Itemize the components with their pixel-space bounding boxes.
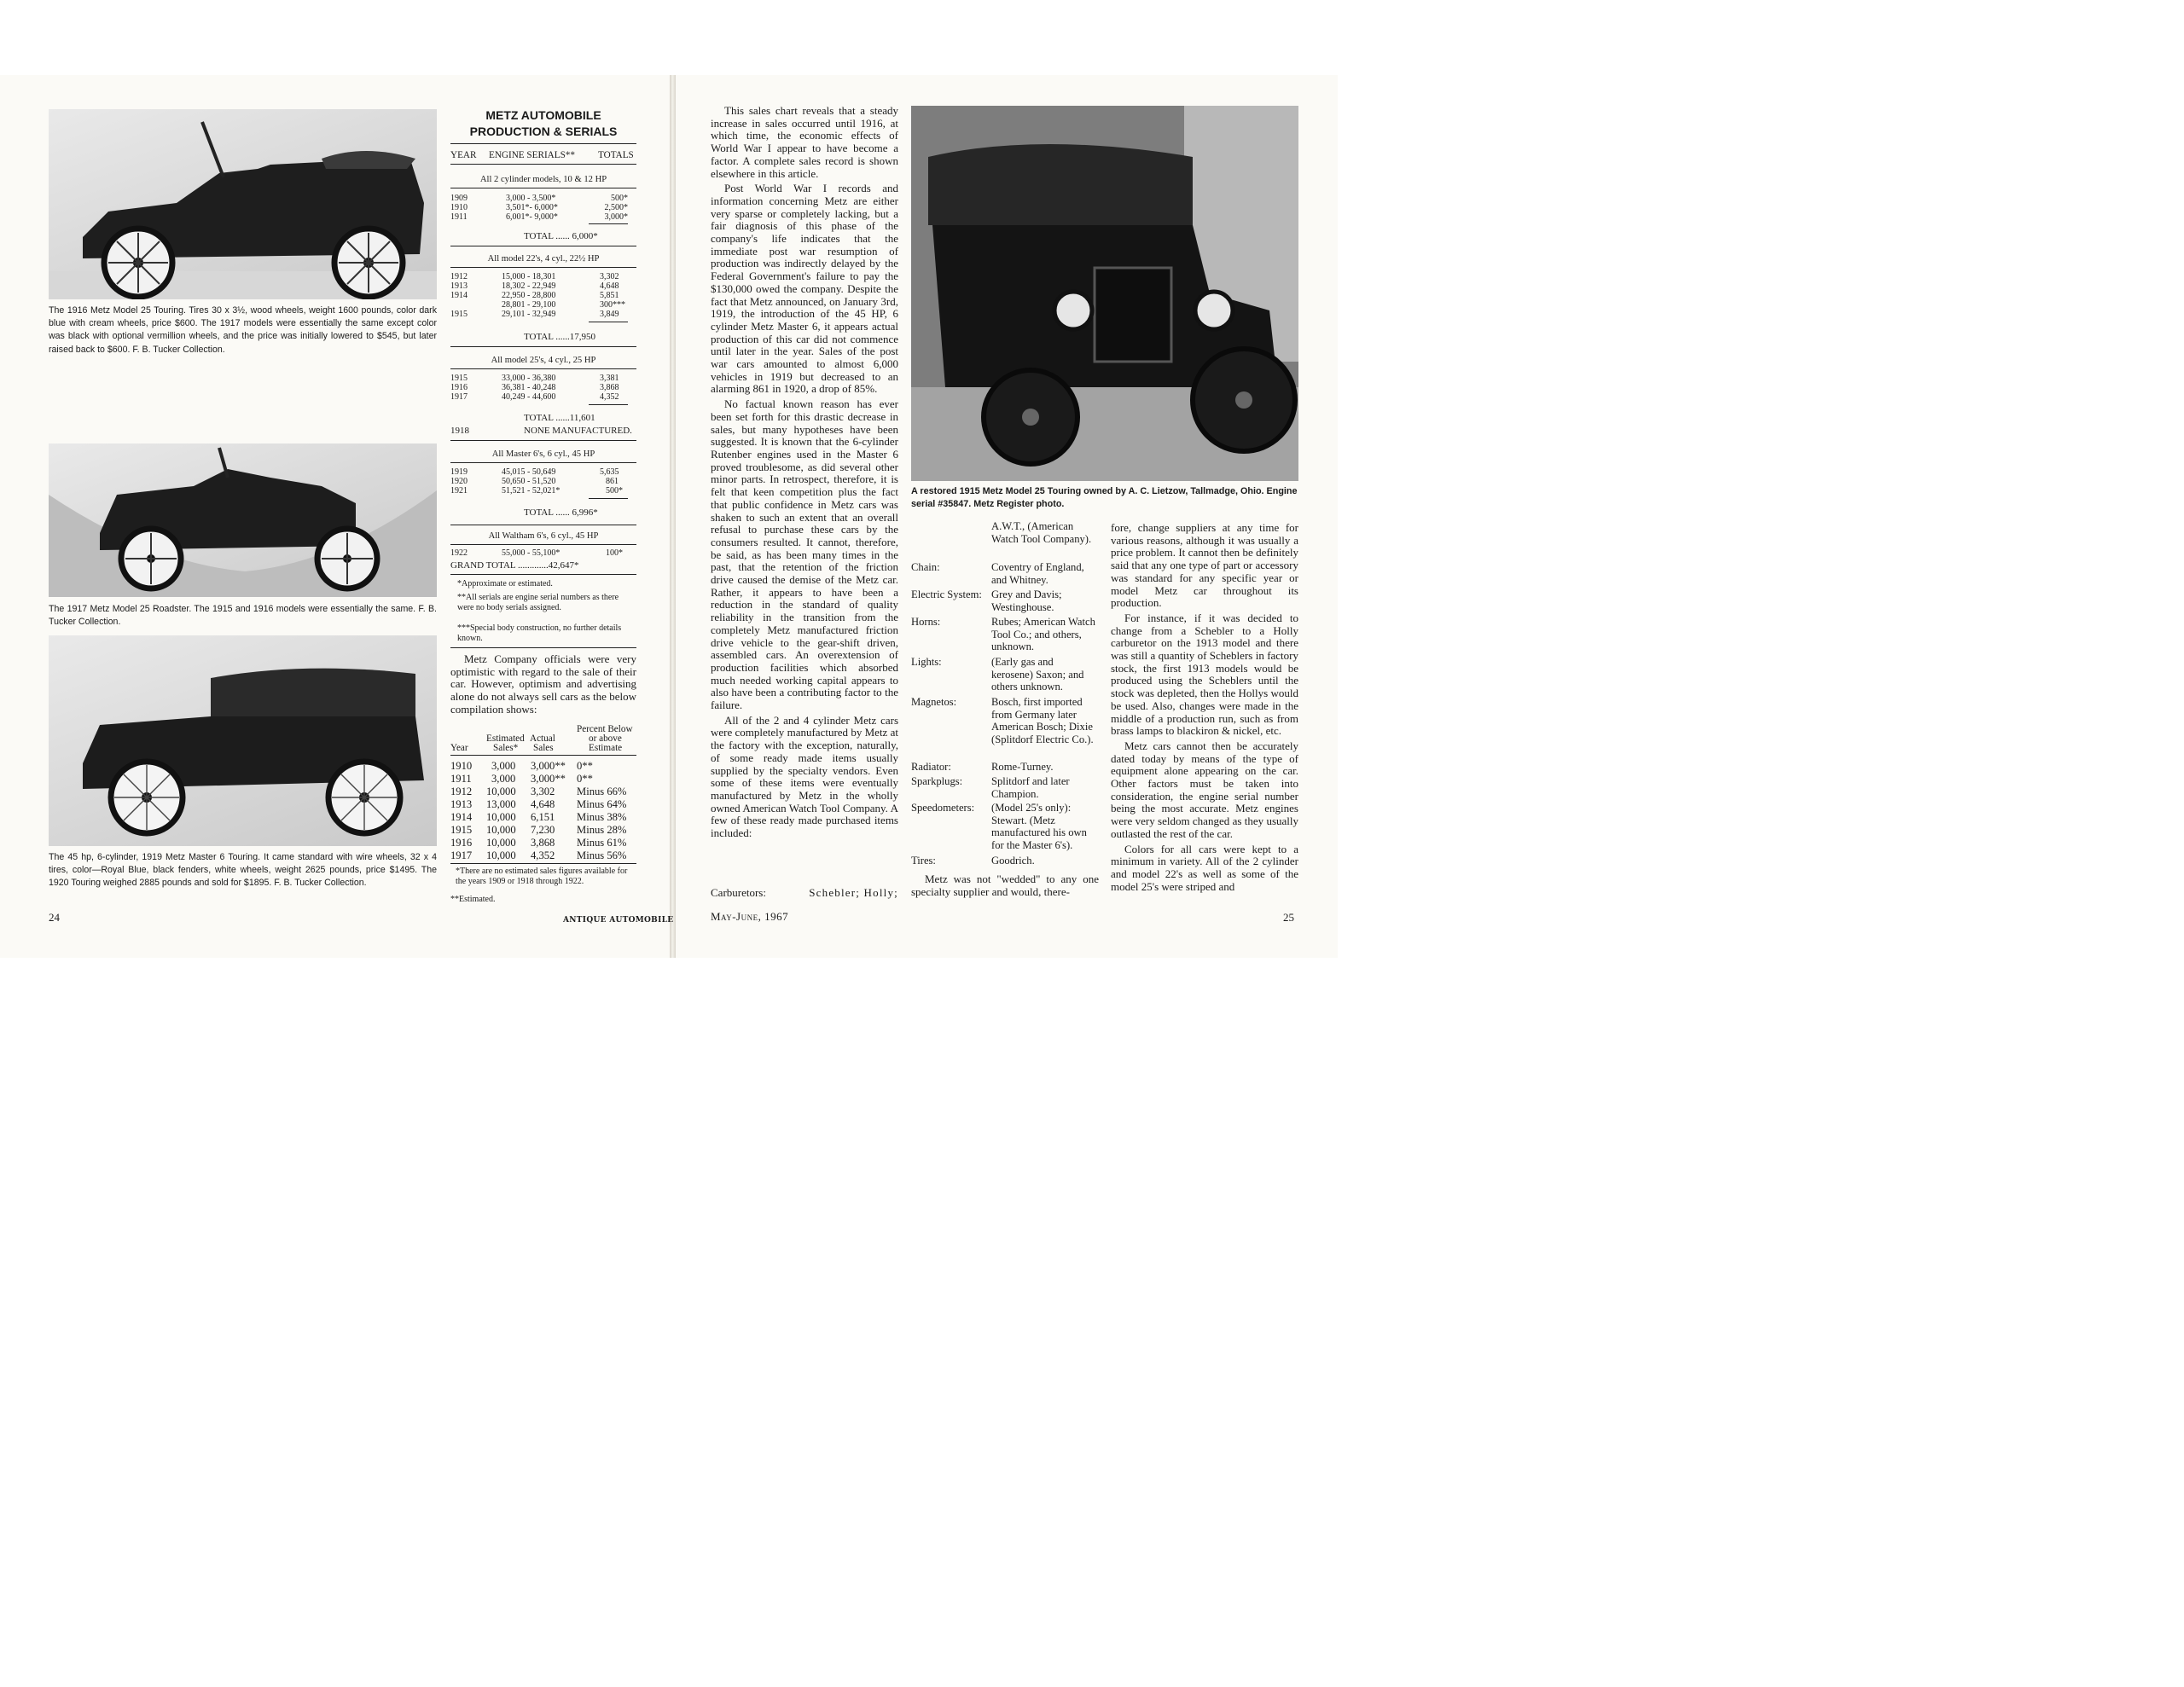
row-serial: 36,381 - 40,248 (502, 383, 556, 392)
restored-touring-illustration (911, 106, 1298, 481)
sales-estimated: 10,000 (486, 837, 516, 849)
paragraph: fore, change suppliers at any time for various reasons, although it was usually a price problem. It cannot then be definitely said that any one type of part or accessory was standard for any specific year or model Metz car throughout its production. (1111, 521, 1298, 610)
right-column-3 (1111, 522, 1298, 893)
supplier-label: Radiator: (911, 761, 951, 773)
row-total: 4,352 (600, 392, 619, 402)
table-rule (450, 143, 636, 144)
production-title-line2: PRODUCTION & SERIALS (469, 125, 618, 138)
sales-header-year: Year (450, 743, 468, 753)
sales-estimated: 3,000 (491, 773, 516, 785)
table-rule (589, 404, 628, 405)
suppliers-closing (911, 873, 1099, 898)
col-header-totals: TOTALS (598, 150, 634, 160)
table-rule (450, 440, 636, 441)
paragraph: For instance, if it was decided to change from a Schebler to a Holly carburetor on the 1913 model and there was still a quantity of Scheblers in factory stock, the first 1913 models would be produced using the Scheblers until the stock was depleted, then the Hollys would be used. Also, changes were made in the middle of a production run, such as from brass lamps to blackiron & nickel, etc. (1111, 611, 1298, 738)
supplier-value: Grey and Davis; Westinghouse. (991, 588, 1062, 613)
table-rule (450, 368, 636, 369)
sales-actual: 4,352 (531, 849, 555, 861)
row-total: 5,851 (600, 291, 619, 300)
grand-total: GRAND TOTAL .............42,647* (450, 560, 579, 571)
sales-actual: 3,302 (531, 786, 555, 797)
row-year: 1919 (450, 467, 468, 477)
row-year: 1922 (450, 548, 468, 558)
supplier-label: Electric System: (911, 588, 982, 600)
sales-header-percent-3: Estimate (589, 743, 623, 753)
row-total: 500* (606, 486, 623, 496)
row-serial: 50,650 - 51,520 (502, 477, 556, 486)
sales-header-actual-2: Sales (533, 743, 554, 753)
sales-year: 1912 (450, 786, 473, 797)
sales-percent: Minus 56% (577, 849, 627, 861)
sales-percent: Minus 38% (577, 811, 627, 823)
page-gutter (670, 75, 676, 958)
sales-year: 1917 (450, 849, 473, 861)
row-year: 1910 (450, 203, 468, 212)
row-year: 1915 (450, 374, 468, 383)
row-year: 1916 (450, 383, 468, 392)
row-year: 1911 (450, 212, 468, 222)
supplier-value: A.W.T., (American Watch Tool Company). (991, 520, 1092, 545)
paragraph: Colors for all cars were kept to a minimum in variety. All of the 2 cylinder and model 22's as well as some of the model 25's were striped and (1111, 842, 1298, 893)
row-year: 1920 (450, 477, 468, 486)
sales-percent: Minus 61% (577, 837, 627, 849)
row-year: 1917 (450, 392, 468, 402)
caption-1919-master6: The 45 hp, 6-cylinder, 1919 Metz Master 6 Touring. It came standard with wire wheels, 32 x 4 tires, color—Royal Blue, black fenders, white wheels, weight 2625 pounds, price $1495. The 1920 Touring weighed 2885 pounds and sold for $1895. F. B. Tucker Collection. (49, 852, 437, 889)
carburetors-row (711, 886, 898, 900)
supplier-value: Splitdorf and later Champion. (991, 775, 1070, 800)
supplier-label: Magnetos: (911, 696, 957, 708)
row-total: 3,381 (600, 374, 619, 383)
row-total: 300*** (600, 300, 625, 310)
sales-header-estimated-1: Estimated (486, 733, 525, 744)
photo-1919-master6 (49, 635, 437, 846)
row-serial: 3,501*- 6,000* (506, 203, 558, 212)
row-year: 1921 (450, 486, 468, 496)
page-number-right: 25 (1283, 911, 1294, 924)
paragraph: Post World War I records and information concerning Metz are either very sparse or completely lacking, but a fair diagnosis of this phase of the company's life indicates that the immediate post war resumption of production was indirectly delayed by the Federal Government's failure to pay the $130,000 owed the company. Despite the fact that Metz announced, on January 3rd, 1919, the introduction of the 45 HP, 6 cylinder Metz Master 6, it appears actual production of this car did not commence until later in the year. Sales of the post war cars amounted to almost 6,000 vehicles in 1919 but decreased to an alarming 861 in 1920, a drop of 85%. (711, 182, 898, 396)
supplier-label: Chain: (911, 561, 940, 573)
photo-1916-touring (49, 109, 437, 299)
sales-year: 1910 (450, 760, 473, 772)
row-total: 2,500* (604, 203, 628, 212)
row-serial: 28,801 - 29,100 (502, 300, 556, 310)
footer-logo-antique-automobile: ANTIQUE AUTOMOBILE (563, 916, 674, 925)
sales-actual: 3,000** (531, 760, 566, 772)
group-total: TOTAL ......11,601 (524, 413, 595, 423)
carburetors-label: Carburetors: (711, 886, 766, 899)
group-heading: All Master 6's, 6 cyl., 45 HP (491, 449, 595, 459)
right-column-1 (711, 105, 898, 840)
row-serial: 22,950 - 28,800 (502, 291, 556, 300)
group-heading: All model 25's, 4 cyl., 25 HP (491, 356, 596, 365)
row-total: 861 (606, 477, 619, 486)
supplier-value: Coventry of England, and Whitney. (991, 561, 1084, 586)
carburetors-value: Schebler; Holly; (809, 886, 898, 899)
production-title-line1: METZ AUTOMOBILE (485, 108, 601, 122)
row-year: 1909 (450, 194, 468, 203)
row-serial: 55,000 - 55,100* (502, 548, 561, 558)
footer-date: May-June, 1967 (711, 910, 789, 923)
row-total: 3,849 (600, 310, 619, 319)
production-footnote: **All serials are engine serial numbers as there were no body serials assigned. (457, 593, 619, 612)
sales-estimated: 3,000 (491, 760, 516, 772)
photo-1917-roadster (49, 443, 437, 597)
master6-car-illustration (49, 635, 437, 846)
sales-year: 1911 (450, 773, 472, 785)
sales-percent: Minus 66% (577, 786, 627, 797)
row-serial: 15,000 - 18,301 (502, 272, 556, 281)
table-rule (450, 574, 636, 575)
row-serial: 18,302 - 22,949 (502, 281, 556, 291)
none-manufactured-note: NONE MANUFACTURED. (524, 426, 632, 436)
caption-1915-restored: A restored 1915 Metz Model 25 Touring owned by A. C. Lietzow, Tallmadge, Ohio. Engine serial #35847. Metz Register photo. (911, 486, 1298, 509)
sales-estimated: 13,000 (486, 798, 516, 810)
sales-actual: 3,868 (531, 837, 555, 849)
row-total: 100* (606, 548, 623, 558)
sales-actual: 3,000** (531, 773, 566, 785)
sales-year: 1915 (450, 824, 473, 836)
table-rule (589, 223, 628, 224)
row-serial: 33,000 - 36,380 (502, 374, 556, 383)
supplier-label: Lights: (911, 656, 942, 668)
group-heading: All model 22's, 4 cyl., 22½ HP (487, 254, 600, 264)
sales-year: 1914 (450, 811, 473, 823)
group-total: TOTAL ...... 6,000* (524, 231, 598, 241)
sales-header-estimated-2: Sales* (493, 743, 519, 753)
sales-estimated: 10,000 (486, 824, 516, 836)
supplier-value: (Early gas and kerosene) Saxon; and others unknown. (991, 656, 1084, 693)
production-footnote: *Approximate or estimated. (457, 579, 553, 588)
touring-car-illustration (49, 109, 437, 299)
sales-year: 1913 (450, 798, 473, 810)
row-serial: 6,001*- 9,000* (506, 212, 558, 222)
row-year: 1914 (450, 291, 468, 300)
sales-footnote: *There are no estimated sales figures available for the years 1909 or 1918 through 1922. (456, 867, 628, 886)
group-total: TOTAL ......17,950 (524, 332, 596, 342)
row-serial: 29,101 - 32,949 (502, 310, 556, 319)
col-header-year: YEAR (450, 150, 477, 160)
supplier-value: Rome-Turney. (991, 761, 1054, 773)
photo-1915-touring-restored (911, 106, 1298, 481)
sales-footnote: **Estimated. (450, 895, 496, 904)
row-serial: 3,000 - 3,500* (506, 194, 556, 203)
table-rule (450, 755, 636, 756)
paragraph: This sales chart reveals that a steady increase in sales occurred until 1916, at which time, the economic effects of World War I appear to have become a factor. A complete sales record is shown elsewhere in this article. (711, 104, 898, 180)
table-rule (589, 498, 628, 499)
table-rule (450, 164, 636, 165)
page-number-left: 24 (49, 911, 60, 924)
sales-actual: 6,151 (531, 811, 555, 823)
sales-actual: 7,230 (531, 824, 555, 836)
supplier-label: Horns: (911, 616, 941, 628)
row-serial: 40,249 - 44,600 (502, 392, 556, 402)
row-total: 4,648 (600, 281, 619, 291)
sales-estimated: 10,000 (486, 811, 516, 823)
supplier-value: Bosch, first imported from Germany later American Bosch; Dixie (Splitdorf Electric Co.). (991, 696, 1094, 746)
sales-header-percent-2: or above (589, 733, 622, 744)
sales-header-actual-1: Actual (530, 733, 555, 744)
row-total: 5,635 (600, 467, 619, 477)
table-rule (450, 346, 636, 347)
row-total: 500* (611, 194, 628, 203)
paragraph: All of the 2 and 4 cylinder Metz cars were completely manufactured by Metz at the factory with the exception, naturally, of some ready made items usually supplied by the specialty vendors. Even some of these items were eventually manufactured by Metz in the wholly owned American Watch Tool Company. A few of these ready made purchased items included: (711, 713, 898, 840)
table-rule (450, 267, 636, 268)
group-heading: All 2 cylinder models, 10 & 12 HP (479, 175, 607, 184)
sales-percent: 0** (577, 773, 593, 785)
row-year: 1913 (450, 281, 468, 291)
sales-actual: 4,648 (531, 798, 555, 810)
production-footnote: ***Special body construction, no further details known. (457, 623, 622, 643)
sales-year: 1916 (450, 837, 473, 849)
row-serial: 45,015 - 50,649 (502, 467, 556, 477)
table-rule (450, 462, 636, 463)
sales-estimated: 10,000 (486, 849, 516, 861)
paragraph: Metz was not "wedded" to any one specialty supplier and would, there- (911, 872, 1099, 898)
row-year: 1915 (450, 310, 468, 319)
col-header-engine-serials: ENGINE SERIALS** (489, 150, 575, 160)
group-heading: All Waltham 6's, 6 cyl., 45 HP (488, 531, 599, 541)
supplier-value: Goodrich. (991, 855, 1035, 867)
supplier-label: Sparkplugs: (911, 775, 963, 787)
paragraph: Metz cars cannot then be accurately dated today by means of the type of equipment alone appearing on the car. Other factors must be taken into consideration, the engine serial number being the most accurate. Metz engines were very seldom changed as they usually outlasted the rest of the car. (1111, 739, 1298, 840)
row-total: 3,000* (604, 212, 628, 222)
row-year: 1918 (450, 426, 469, 436)
sales-percent: Minus 28% (577, 824, 627, 836)
sales-percent: 0** (577, 760, 593, 772)
sales-estimated: 10,000 (486, 786, 516, 797)
supplier-label: Tires: (911, 855, 936, 867)
sales-percent: Minus 64% (577, 798, 627, 810)
supplier-label: Speedometers: (911, 802, 975, 814)
sales-intro-paragraph (450, 653, 636, 716)
sales-header-percent-1: Percent Below (577, 724, 633, 734)
row-total: 3,302 (600, 272, 619, 281)
supplier-value: (Model 25's only): Stewart. (Metz manufactured his own for the Master 6's). (991, 802, 1087, 852)
row-year: 1912 (450, 272, 468, 281)
paragraph: Metz Company officials were very optimistic with regard to the sale of their car. However, optimism and advertising alone do not always sell cars as the below compilation shows: (450, 652, 636, 716)
paragraph: No factual known reason has ever been set forth for this drastic decrease in sales, but many hypotheses have been suggested. It is known that the 6-cylinder Rutenber engines used in the Master 6 proved troublesome, as did several other minor parts. In retrospect, therefore, it is felt that keen competition plus the fact that public confidence in Metz cars was shaken to such an extent that an overall refusal to purchase these cars by the consumers resulted. It cannot, therefore, be said, as has been many times in the past, that the retention of the friction drive caused the demise of the Metz car. Rather, it appears to have been a reduction in the standard of quality reliability in the transition from the completely Metz manufactured friction drive vehicle to the gear-shift driven, assembled cars. An overextension of production facilities which absorbed much needed working capital appears to also have been a contributing factor to the failure. (711, 397, 898, 712)
roadster-car-illustration (49, 443, 437, 597)
row-total: 3,868 (600, 383, 619, 392)
caption-1917-roadster: The 1917 Metz Model 25 Roadster. The 1915 and 1916 models were essentially the same. F. B. Tucker Collection. (49, 604, 437, 628)
table-rule (450, 647, 636, 648)
table-rule (450, 544, 636, 545)
table-rule (450, 863, 636, 864)
group-total: TOTAL ...... 6,996* (524, 507, 598, 518)
row-serial: 51,521 - 52,021* (502, 486, 561, 496)
caption-1916-touring: The 1916 Metz Model 25 Touring. Tires 30 x 3½, wood wheels, weight 1600 pounds, color dark blue with cream wheels, price $600. The 1917 models were essentially the same except color was black with optional vermillion wheels, and the price was initially lowered to $545, but later raised back to $600. F. B. Tucker Collection. (49, 305, 437, 355)
supplier-value: Rubes; American Watch Tool Co.; and others, unknown. (991, 616, 1095, 653)
